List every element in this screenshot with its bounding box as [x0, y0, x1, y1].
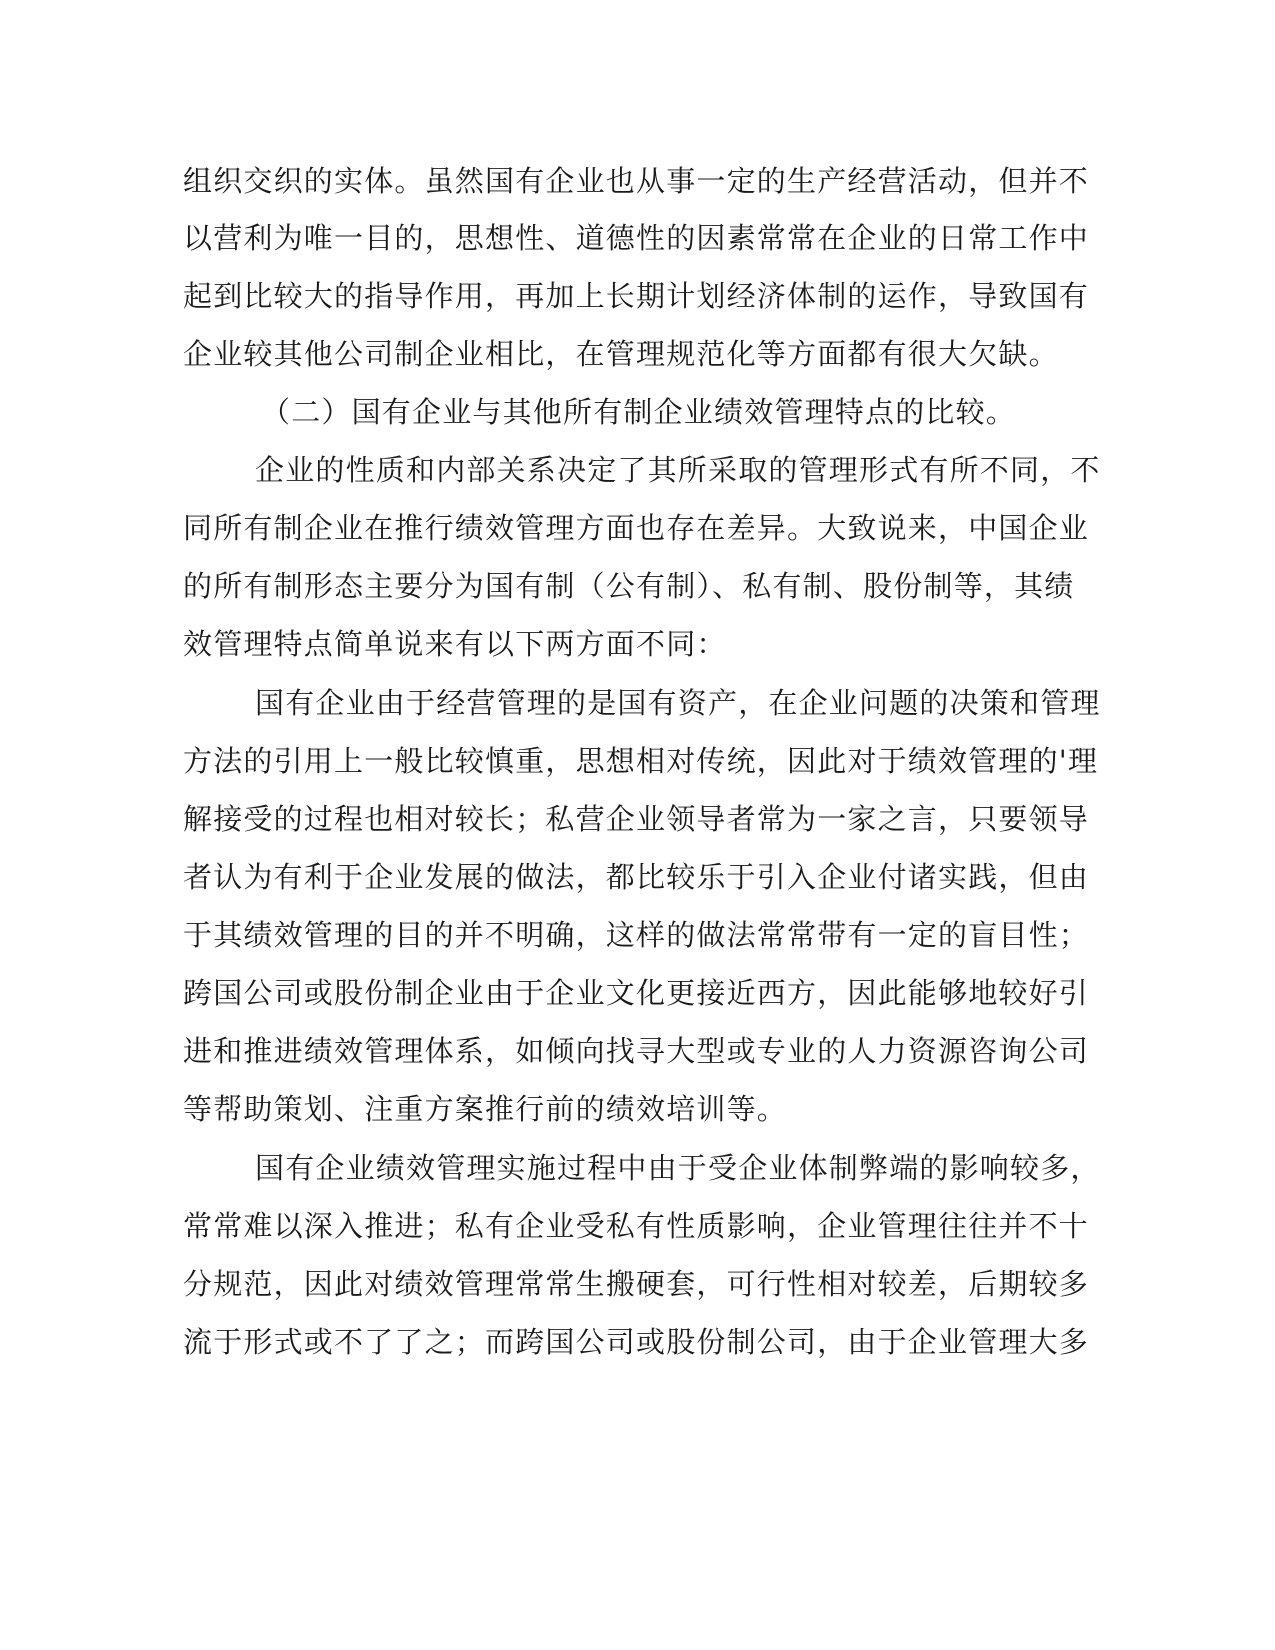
- paragraph-line: 等帮助策划、注重方案推行前的绩效培训等。: [183, 1092, 788, 1126]
- section-heading: （二）国有企业与其他所有制企业绩效管理特点的比较。: [261, 395, 1017, 429]
- paragraph-line: 于其绩效管理的目的并不明确，这样的做法常常带有一定的盲目性；: [183, 918, 1090, 952]
- paragraph-line: 跨国公司或股份制企业由于企业文化更接近西方，因此能够地较好引: [183, 976, 1090, 1010]
- paragraph-line: 企业较其他公司制企业相比，在管理规范化等方面都有很大欠缺。: [183, 337, 1059, 371]
- paragraph-line: 起到比较大的指导作用，再加上长期计划经济体制的运作，导致国有: [183, 279, 1090, 313]
- paragraph-line: 的所有制形态主要分为国有制（公有制）、私有制、股份制等，其绩: [183, 569, 1075, 603]
- paragraph-line: 企业的性质和内部关系决定了其所采取的管理形式有所不同，不: [255, 453, 1101, 487]
- paragraph-line: 常常难以深入推进；私有企业受私有性质影响，企业管理往往并不十: [183, 1209, 1090, 1243]
- paragraph-line: 流于形式或不了了之；而跨国公司或股份制公司，由于企业管理大多: [183, 1325, 1090, 1359]
- paragraph-line: 效管理特点简单说来有以下两方面不同：: [183, 627, 727, 661]
- paragraph-line: 进和推进绩效管理体系，如倾向找寻大型或专业的人力资源咨询公司: [183, 1034, 1090, 1068]
- paragraph-line: 组织交织的实体。虽然国有企业也从事一定的生产经营活动，但并不: [183, 164, 1090, 198]
- paragraph-line: 同所有制企业在推行绩效管理方面也存在差异。大致说来，中国企业: [183, 511, 1090, 545]
- paragraph-line: 方法的引用上一般比较慎重，思想相对传统，因此对于绩效管理的'理: [183, 744, 1099, 778]
- paragraph-line: 国有企业由于经营管理的是国有资产，在企业问题的决策和管理: [255, 686, 1101, 720]
- paragraph-line: 国有企业绩效管理实施过程中由于受企业体制弊端的影响较多，: [255, 1151, 1101, 1185]
- paragraph-line: 以营利为唯一目的，思想性、道德性的因素常常在企业的日常工作中: [183, 221, 1090, 255]
- paragraph-line: 解接受的过程也相对较长；私营企业领导者常为一家之言，只要领导: [183, 802, 1090, 836]
- paragraph-line: 者认为有利于企业发展的做法，都比较乐于引入企业付诸实践，但由: [183, 860, 1090, 894]
- paragraph-line: 分规范，因此对绩效管理常常生搬硬套，可行性相对较差，后期较多: [183, 1267, 1090, 1301]
